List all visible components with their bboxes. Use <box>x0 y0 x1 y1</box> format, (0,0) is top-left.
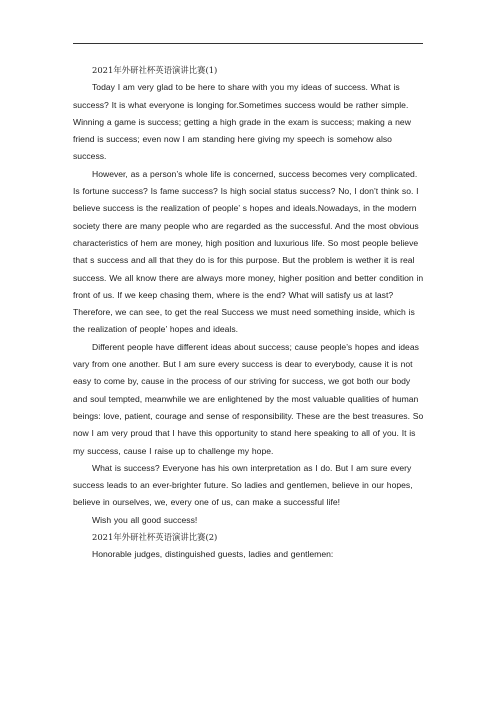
document-body <box>73 62 425 564</box>
section-heading-2: 2021年外研社杯英语演讲比赛(2) <box>92 532 218 543</box>
paragraph: Different people have different ideas about success; cause people’s hopes and ideas vary from one another. But I am sure every success is dear to everybody, cause it is not easy to come by, cause in the process of our striving for success, we got both our body and soul tempted, meanwhile we are enlightened by the most valuable qualities of human beings: love, patient, courage and sense of responsibility. These are the best treasures. So now I am very proud that I have this opportunity to stand here speaking to all of you. It is my success, cause I raise up to challenge my hope. <box>73 341 424 456</box>
opening-line: Honorable judges, distinguished guests, ladies and gentlemen: <box>92 549 334 560</box>
paragraph: Today I am very glad to be here to share with you my ideas of success. What is success? It is what everyone is longing for.Sometimes success would be rather simple. Winning a game is success; getting a high grade in the exam is success; making a new friend is success; even now I am standing here giving my speech is somehow also success. <box>73 82 411 162</box>
header-rule <box>73 43 423 44</box>
paragraph: What is success? Everyone has his own interpretation as I do. But I am sure every success leads to an ever-brighter future. So ladies and gentlemen, believe in our hopes, believe in ourselves, we, every one of us, can make a successful life! <box>73 462 413 508</box>
paragraph: Wish you all good success! <box>92 514 198 525</box>
section-heading-1: 2021年外研社杯英语演讲比赛(1) <box>92 65 218 75</box>
paragraph: However, as a person’s whole life is concerned, success becomes very complicated. Is fortune success? Is fame success? Is high social status success? No, I don’t think so. I believe success is the realization of people’ s hopes and ideals.Nowadays, in the modern society there are many people who are regarded as the successful. And the most obvious characteristics of hem are money, high position and luxurious life. So most people believe that s success and all that they do is for this purpose. But the problem is wether it is real success. We all know there are always more money, higher position and better condition in front of us. If we keep chasing them, where is the end? What will satisfy us at last? Therefore, we can see, to get the real Success we must need something inside, which is the realization of people’ hopes and ideals. <box>73 168 424 335</box>
